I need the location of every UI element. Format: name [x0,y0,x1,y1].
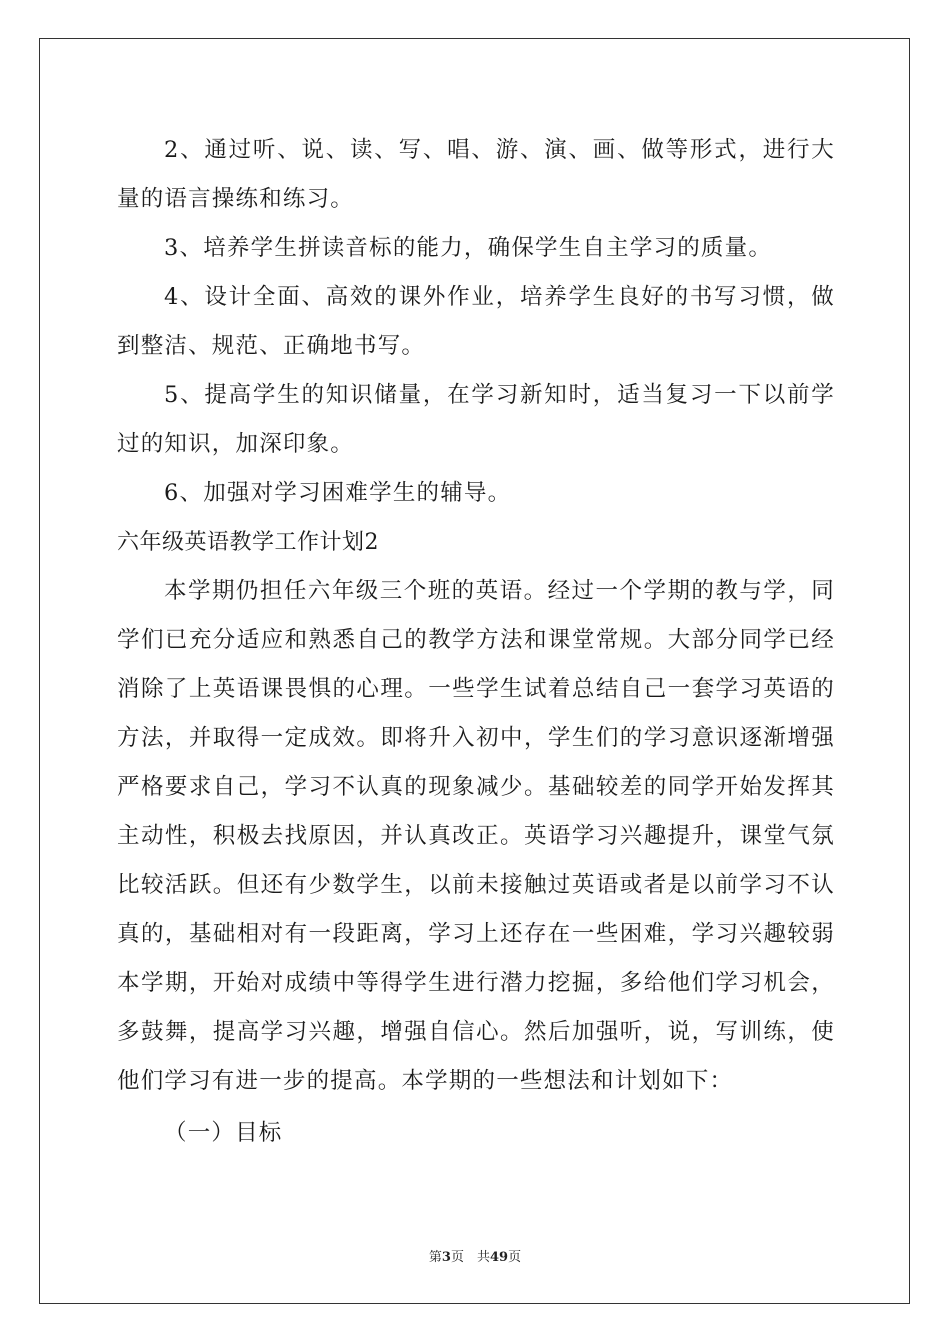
section-title: 六年级英语教学工作计划2 [117,530,379,555]
paragraph-item-5: 5、提高学生的知识储量，在学习新知时，适当复习一下以前学过的知识，加深印象。 [117,382,835,457]
page-footer [0,1246,950,1265]
paragraph-item-2: 2、通过听、说、读、写、唱、游、演、画、做等形式，进行大量的语言操练和练习。 [117,137,835,212]
footer-total-pages: 49 [489,1250,509,1265]
document-body [117,126,835,1158]
body-paragraph: 本学期仍担任六年级三个班的英语。经过一个学期的教与学，同学们已充分适应和熟悉自己的教学方法和课堂常规。大部分同学已经消除了上英语课畏惧的心理。一些学生试着总结自己一套学习英语的方法，并取得一定成效。即将升入初中，学生们的学习意识逐渐增强严格要求自己，学习不认真的现象减少。基础较差的同学开始发挥其主动性，积极去找原因，并认真改正。英语学习兴趣提升，课堂气氛比较活跃。但还有少数学生，以前未接触过英语或者是以前学习不认真的，基础相对有一段距离，学习上还存在一些困难，学习兴趣较弱本学期，开始对成绩中等得学生进行潜力挖掘，多给他们学习机会，多鼓舞，提高学习兴趣，增强自信心。然后加强听，说，写训练，使他们学习有进一步的提高。本学期的一些想法和计划如下： [117,578,835,1094]
footer-prefix: 第 [428,1250,442,1265]
footer-current-page: 3 [441,1250,451,1265]
paragraph-item-3: 3、培养学生拼读音标的能力，确保学生自主学习的质量。 [164,235,773,261]
footer-suffix: 页 [508,1250,522,1265]
paragraph-item-4: 4、设计全面、高效的课外作业，培养学生良好的书写习惯，做到整洁、规范、正确地书写。 [117,284,835,359]
subsection-title: （一）目标 [164,1120,283,1146]
footer-middle: 页 共 [450,1250,490,1265]
paragraph-item-6: 6、加强对学习困难学生的辅导。 [164,480,512,506]
